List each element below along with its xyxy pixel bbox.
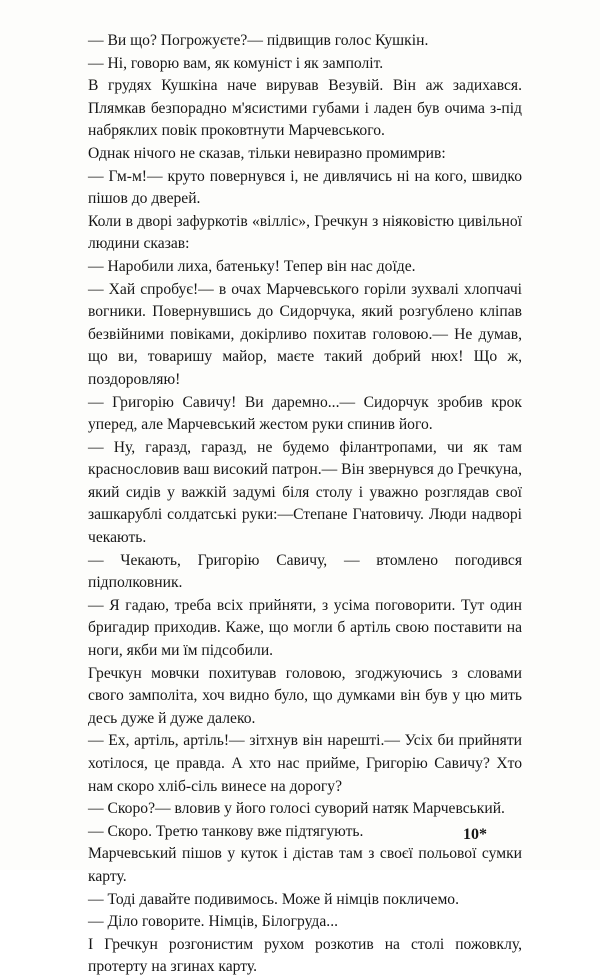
paragraph: — Григорію Савичу! Ви даремно...— Сидорчук зробив крок уперед, але Марчевський жестом руки спинив його. (88, 393, 522, 434)
paragraph: Марчевський пішов у куток і дістав там з своєї польової сумки карту. (88, 845, 522, 885)
paragraph: — Ні, говорю вам, як комуніст і як замполіт. (88, 54, 384, 72)
paragraph: — Ех, артіль, артіль!— зітхнув він нарешті.— Усіх би прийняти хотілося, це правда. А хто нас прийме, Григорію Савичу? Хто нам скоро хліб-сіль винесе на дорогу? (88, 732, 522, 795)
paragraph: — Скоро. Третю танкову вже підтягують. (88, 822, 364, 840)
paragraph: Коли в дворі зафуркотів «вілліс», Гречкун з ніяковістю цивільної людини сказав: (88, 212, 522, 253)
paragraph: Гречкун мовчки похитував головою, згоджуючись з словами свого замполіта, хоч видно було, що думками він був у цю мить десь дуже й дуже далеко. (88, 664, 522, 727)
paragraph: — Гм-м!— круто повернувся і, не дивлячись ні на кого, швидко пішов до дверей. (88, 167, 522, 208)
paragraph: — Хай спробує!— в очах Марчевського горіли зухвалі хлопчачі вогники. Повернувшись до Сидорчука, який розгублено кліпав безвійними повіками, докірливо похитав головою.— Не думав, що ви, товаришу майор, маєте такий добрий нюх! Що ж, поздоровляю! (88, 280, 522, 388)
paragraph: — Наробили лиха, батеньку! Тепер він нас доїде. (88, 257, 416, 275)
paragraph: — Ви що? Погрожуєте?— підвищив голос Кушкін. (88, 32, 429, 49)
paragraph: — Тоді давайте подивимось. Може й німців покличемо. (88, 890, 460, 908)
paragraph: Однак нічого не сказав, тільки невиразно промимрив: (88, 144, 446, 162)
paragraph: — Ну, гаразд, гаразд, не будемо філантропами, чи як там краснословив ваш високий патрон.— Він звернувся до Гречкуна, який сидів у важкій задумі біля столу і уважно розглядав свої зашкарублі солдатські руки:—Степане Гнатовичу. Люди надворі чекають. (88, 438, 522, 547)
paragraph: — Я гадаю, треба всіх прийняти, з усіма поговорити. Тут один бригадир приходив. Каже, що могли б артіль свою поставити на ноги, якби ми їм підсобили. (88, 596, 522, 660)
paragraph: — Діло говорите. Німців, Білогруда... (88, 913, 338, 931)
paragraph: І Гречкун розгонистим рухом розкотив на столі пожовклу, протерту на згинах карту. (88, 935, 522, 976)
page-number: 10* (463, 826, 487, 843)
paragraph: — Чекають, Григорію Савичу, — втомлено погодився підполковник. (88, 551, 522, 592)
paragraph: В грудях Кушкіна наче вирував Везувій. Він аж задихався. Плямкав безпорадно м'ясистими губами і ладен був очима з-під набряклих повік проковтнути Марчевського. (88, 77, 522, 140)
body-text (88, 30, 522, 979)
paragraph: — Скоро?— вловив у його голосі суворий натяк Марчевський. (88, 800, 505, 818)
